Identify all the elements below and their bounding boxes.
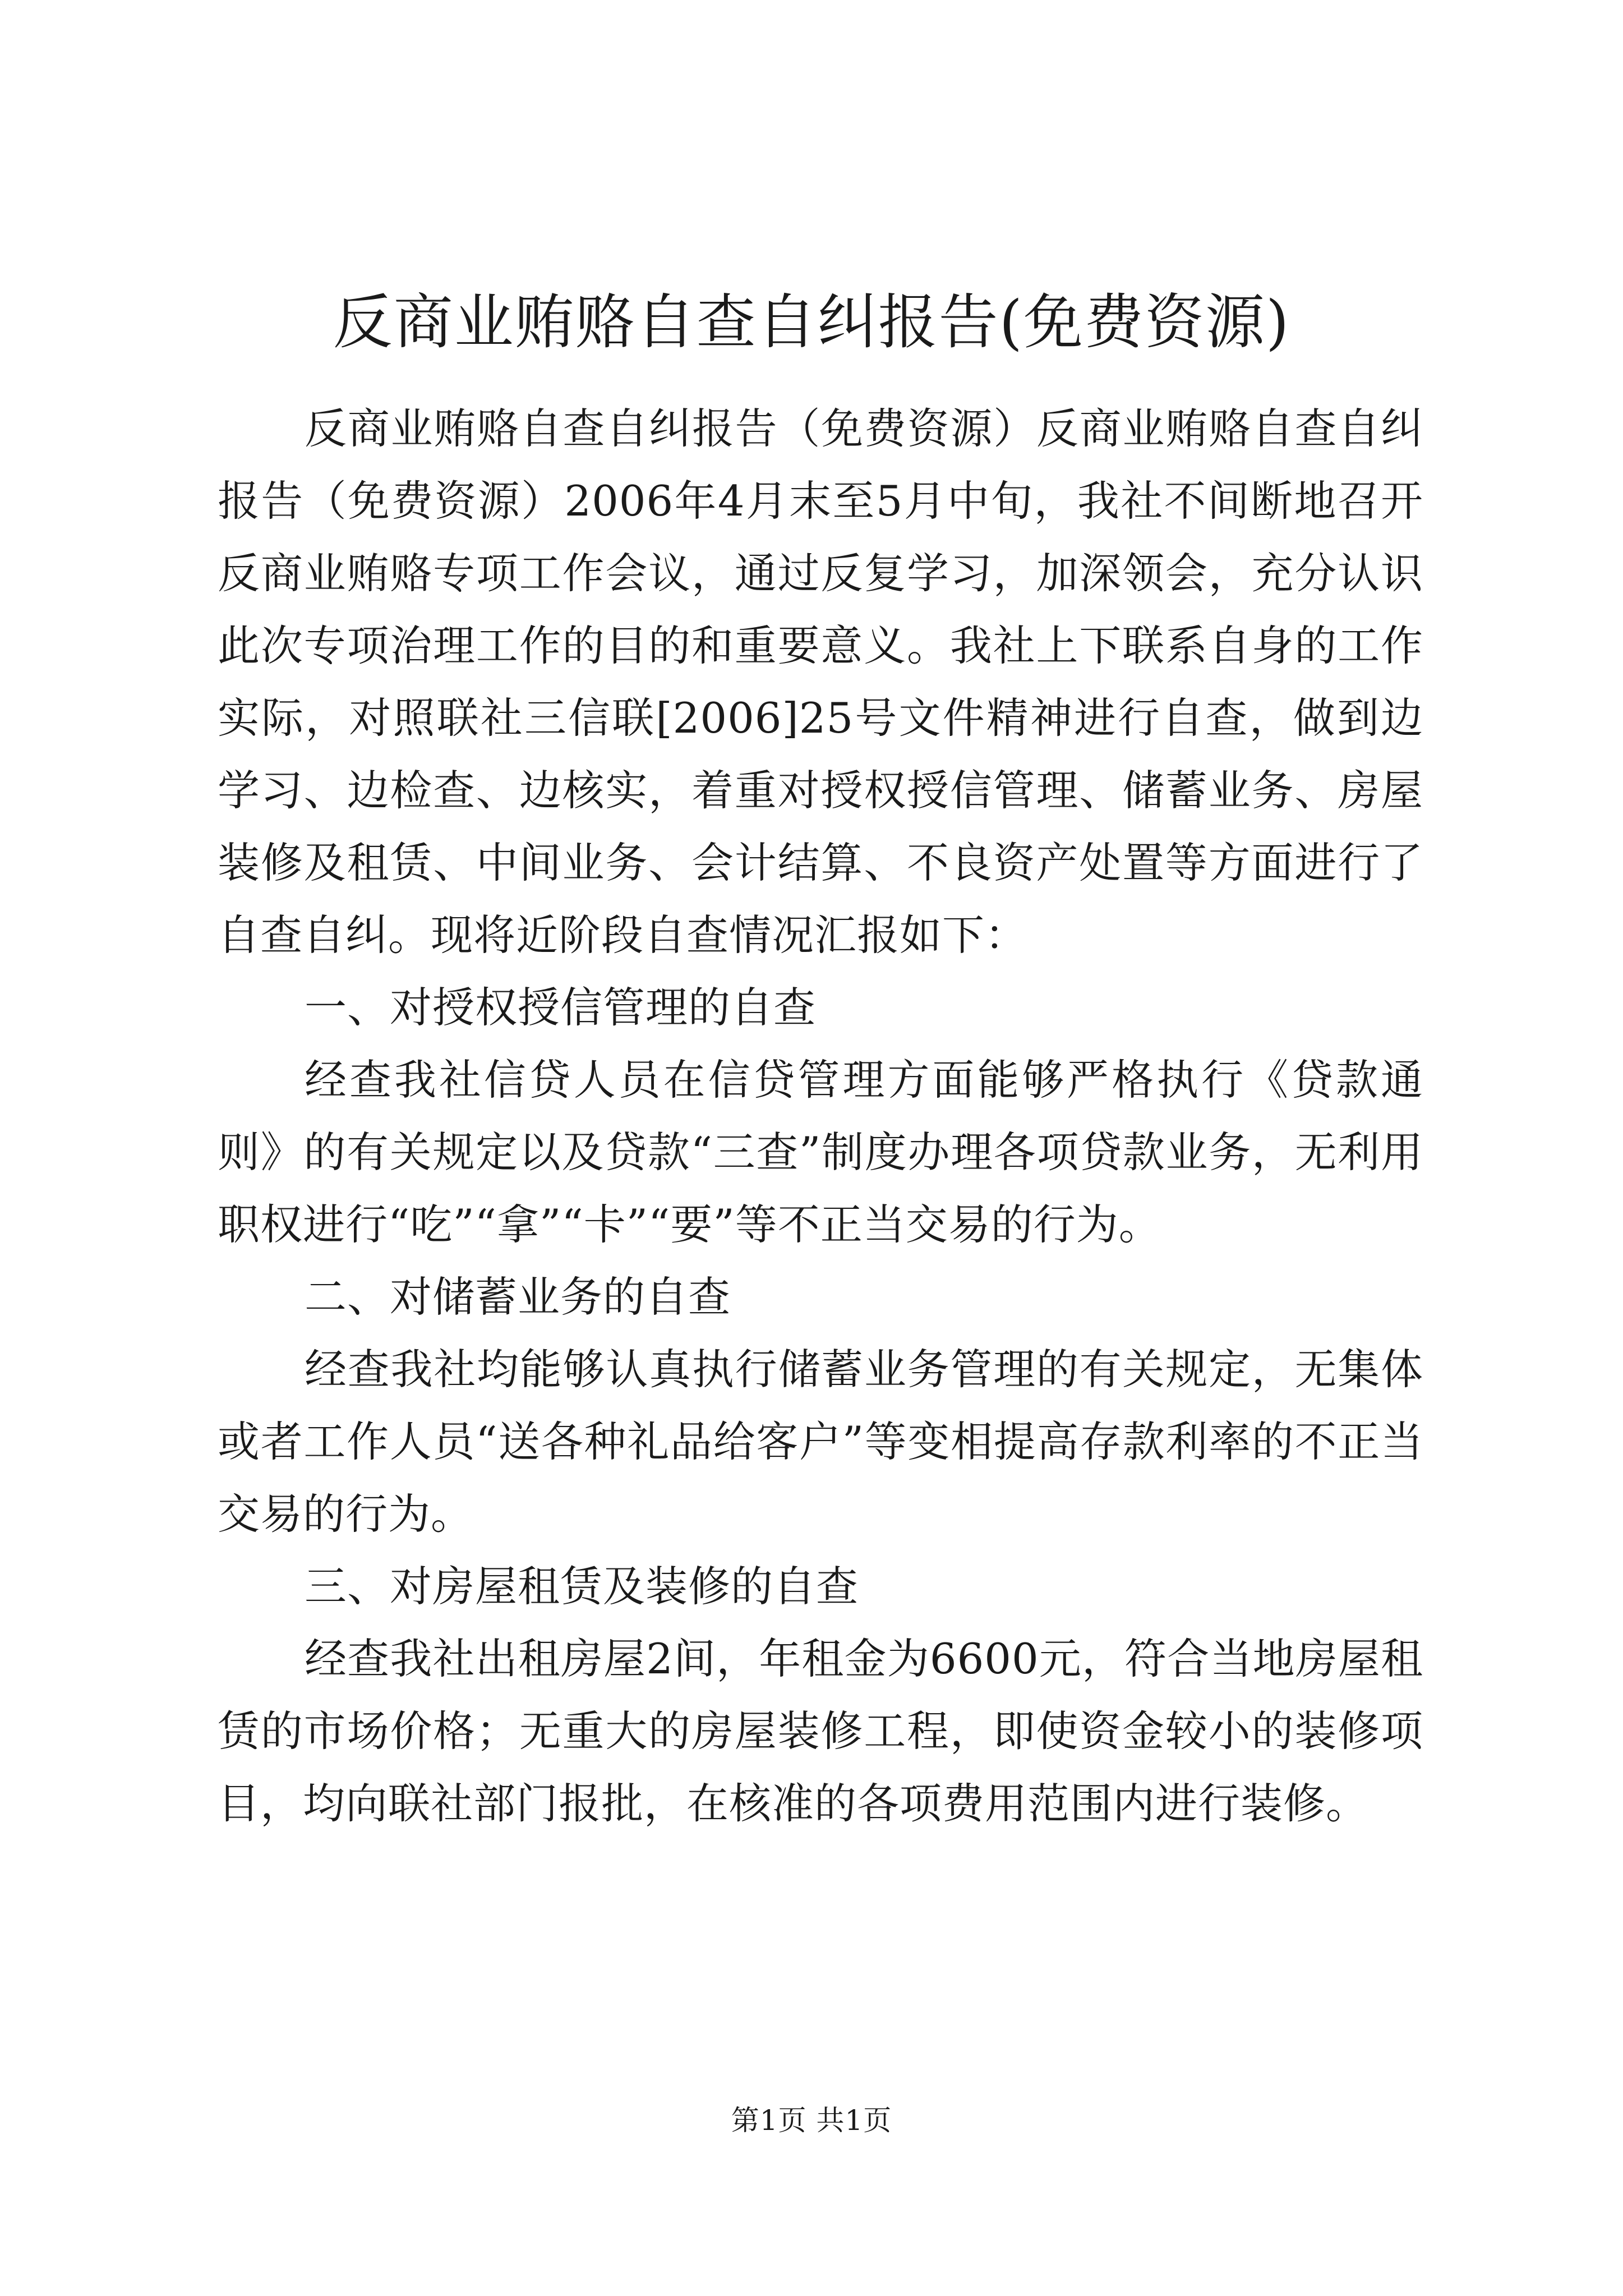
section-paragraph-2: 经查我社均能够认真执行储蓄业务管理的有关规定，无集体或者工作人员“送各种礼品给客户”等变相提高存款利率的不正当交易的行为。 [218,1345,1423,1539]
section-heading-3: 三、对房屋租赁及装修的自查 [305,1562,859,1611]
section-paragraph-3: 经查我社出租房屋2间，年租金为6600元，符合当地房屋租赁的市场价格；无重大的房屋装修工程，即使资金较小的装修项目，均向联社部门报批，在核准的各项费用范围内进行装修。 [218,1634,1423,1828]
page-footer: 第1页 共1页 [731,2104,892,2137]
intro-paragraph: 反商业贿赂自查自纠报告（免费资源）反商业贿赂自查自纠报告（免费资源）2006年4月末至5月中旬，我社不间断地召开反商业贿赂专项工作会议，通过反复学习，加深领会，充分认识此次专项治理工作的目的和重要意义。我社上下联系自身的工作实际，对照联社三信联[2006]25号文件精神进行自查，做到边学习、边检查、边核实，着重对授权授信管理、储蓄业务、房屋装修及租赁、中间业务、会计结算、不良资产处置等方面进行了自查自纠。现将近阶段自查情况汇报如下： [218,404,1423,960]
document-body [218,393,1423,1840]
section-paragraph-1: 经查我社信贷人员在信贷管理方面能够严格执行《贷款通则》的有关规定以及贷款“三查”制度办理各项贷款业务，无利用职权进行“吃”“拿”“卡”“要”等不正当交易的行为。 [218,1055,1423,1249]
document-title: 反商业贿赂自查自纠报告(免费资源) [333,288,1290,357]
section-heading-2: 二、对储蓄业务的自查 [305,1272,731,1322]
section-heading-1: 一、对授权授信管理的自查 [305,983,817,1032]
